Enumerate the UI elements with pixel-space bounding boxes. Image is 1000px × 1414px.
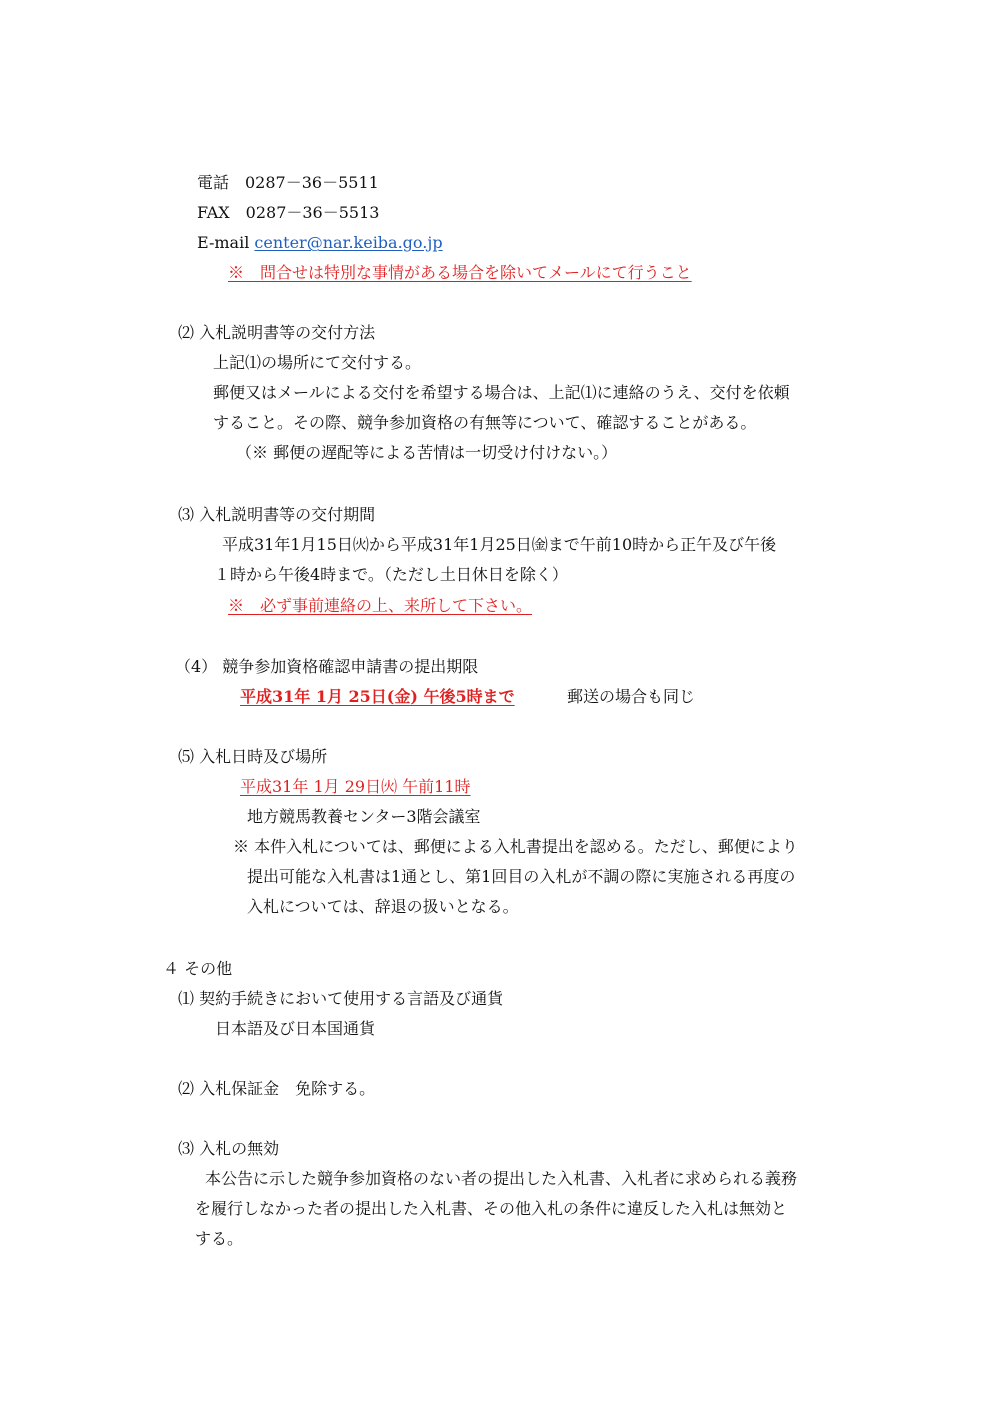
section2-heading: ⑵ 入札説明書等の交付方法 [178, 323, 376, 342]
section2-line4: （※ 郵便の遅配等による苦情は一切受け付けない。） [236, 443, 618, 462]
email-label: E-mail [197, 233, 255, 252]
other-heading: ４ その他 [163, 959, 233, 978]
section4-deadline-note: 郵送の場合も同じ [567, 687, 696, 706]
phone-line: 電話 0287－36－5511 [197, 173, 379, 192]
section2-line3: すること。その際、競争参加資格の有無等について、確認することがある。 [213, 413, 757, 432]
email-line [197, 233, 443, 253]
section3-heading: ⑶ 入札説明書等の交付期間 [178, 505, 376, 524]
section4-deadline: 平成31年 1月 25日(金) 午後5時まで [240, 687, 515, 706]
other-item3-line1: 本公告に示した競争参加資格のない者の提出した入札書、入札者に求められる義務 [205, 1169, 798, 1188]
section3-line1: 平成31年1月15日㈫から平成31年1月25日㈮まで午前10時から正午及び午後 [222, 535, 777, 554]
other-item2: ⑵ 入札保証金 免除する。 [178, 1079, 376, 1098]
other-item1-body: 日本語及び日本国通貨 [215, 1019, 376, 1038]
section5-datetime: 平成31年 1月 29日㈫ 午前11時 [240, 777, 471, 796]
other-item3-line2: を履行しなかった者の提出した入札書、その他入札の条件に違反した入札は無効と [195, 1199, 788, 1218]
section4-heading: （4） 競争参加資格確認申請書の提出期限 [175, 657, 479, 676]
email-link[interactable]: center@nar.keiba.go.jp [254, 233, 443, 252]
section2-line2: 郵便又はメールによる交付を希望する場合は、上記⑴に連絡のうえ、交付を依頼 [213, 383, 790, 402]
section2-line1: 上記⑴の場所にて交付する。 [213, 353, 422, 372]
section3-line2: １時から午後4時まで。（ただし土日休日を除く） [214, 565, 568, 584]
other-item3-heading: ⑶ 入札の無効 [178, 1139, 280, 1158]
section3-note: ※ 必ず事前連絡の上、来所して下さい。 [228, 596, 533, 615]
other-item3-line3: する。 [195, 1229, 244, 1248]
section5-place: 地方競馬教養センター3階会議室 [247, 807, 481, 826]
fax-line: FAX 0287－36－5513 [197, 203, 380, 222]
contact-note: ※ 問合せは特別な事情がある場合を除いてメールにて行うこと [228, 263, 692, 282]
section5-note2: 提出可能な入札書は1通とし、第1回目の入札が不調の際に実施される再度の [247, 867, 796, 886]
section5-note3: 入札については、辞退の扱いとなる。 [247, 897, 519, 916]
other-item1-heading: ⑴ 契約手続きにおいて使用する言語及び通貨 [178, 989, 504, 1008]
section5-note1: ※ 本件入札については、郵便による入札書提出を認める。ただし、郵便により [233, 837, 798, 856]
section5-heading: ⑸ 入札日時及び場所 [178, 747, 328, 766]
